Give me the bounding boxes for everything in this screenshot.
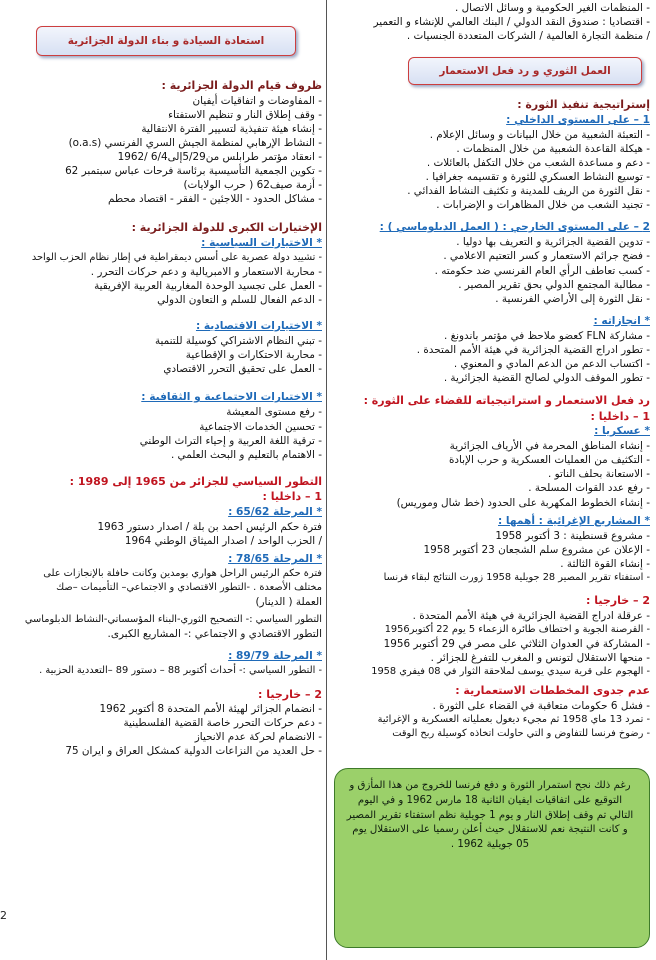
list-item: - كسب تعاطف الرأي العام الفرنسي ضد حكومته . <box>434 264 650 277</box>
subsection-heading: * الاختيارات الاجتماعية و الثقافية : <box>141 391 322 404</box>
subsection-heading: 1 – داخليا : <box>262 490 322 504</box>
list-item: - رضوخ فرنسا للتفاوض و التي حاولت اتخاذه كوسيلة ربح الوقت <box>392 727 650 739</box>
subsection-heading: 1 – داخليا : <box>590 409 650 423</box>
list-item: - تدوين القضية الجزائرية و التعريف بها دوليا . <box>456 236 650 249</box>
list-item: - الاهتمام بالتعليم و البحث العلمي . <box>170 448 322 461</box>
list-item: - مشاكل الحدود - اللاجئين - الفقر - اقتصاد محطم <box>107 193 322 206</box>
list-item: - منحها الاستقلال لتونس و المغرب للتفرغ للجزائر . <box>430 651 650 664</box>
list-item: - القرصنة الجوية و اختطاف طائرة الزعماء 5 يوم 22 أكتوبر1956 <box>384 623 650 635</box>
list-item: - العمل على تحقيق التحرر الاقتصادي <box>163 363 322 376</box>
list-item: - تحسين الخدمات الاجتماعية <box>199 420 322 433</box>
list-item: - نقل الثورة من الريف للمدينة و تكثيف النشاط الفدائي . <box>407 185 650 198</box>
list-item: - تجنيد الشعب من خلال المظاهرات و الإضرابات . <box>436 199 650 212</box>
list-item: - إنشاء الخطوط المكهربة على الحدود (خط شال وموريس) <box>396 496 650 509</box>
column-divider <box>326 0 327 960</box>
list-item: - اكتساب الدعم من الدعم المادي و المعنوي . <box>453 358 650 370</box>
list-item: - هيكلة القاعدة الشعبية من خلال المنظمات . <box>456 142 650 155</box>
list-item: - الهجوم على قرية سيدي يوسف لملاحقة الثوار في 08 فيفري 1958 <box>371 665 650 677</box>
subsection-heading: 2 – على المستوى الخارجي : ( العمل الدبلوماسي ) : <box>379 221 650 234</box>
list-item: - فضح جرائم الاستعمار و كسر التعتيم الاعلامي . <box>443 250 650 263</box>
list-item: - محاربة الاحتكارات و الإقطاعية <box>185 349 322 362</box>
list-item: / الحزب الواحد / اصدار الميثاق الوطني 1964 <box>124 534 322 547</box>
list-item: - مشاركة FLN كعضو ملاحظ في مؤتمر باندونغ . <box>444 329 650 342</box>
list-item: - استفتاء تقرير المصير 28 جويلية 1958 زورت النتائج لبقاء فرنسا <box>383 571 650 583</box>
section-title-box: استعادة السيادة و بناء الدولة الجزائرية <box>36 26 296 56</box>
list-item: - انضمام الجزائر لهيئة الأمم المتحدة 8 أكتوبر 1962 <box>99 703 322 716</box>
section-heading: الإختيارات الكبرى للدولة الجزائرية : <box>131 221 322 235</box>
list-item: فترة حكم الرئيس الراحل هواري بومدين وكانت حافلة بالإنجازات على <box>43 567 322 579</box>
list-item: - الإعلان عن مشروع سلم الشجعان 23 أكتوبر 1958 <box>423 543 650 556</box>
subsection-heading: * المشاريع الإغرائية : أهمها : <box>498 514 650 527</box>
subsection-heading: * عسكريا : <box>594 425 650 438</box>
list-item: - تبني النظام الاشتراكي كوسيلة للتنمية <box>154 335 322 348</box>
list-item: - التطور السياسي :- أحداث أكتوبر 88 – دستور 89 –التعددية الحزبية . <box>39 665 322 677</box>
list-item: - التكثيف من العمليات العسكرية و حرب الإبادة <box>448 454 650 467</box>
page-number: 2 <box>0 909 7 922</box>
list-item: - وقف إطلاق النار و تنظيم الاستفتاء <box>168 108 322 121</box>
list-item: - تكوين الجمعية التأسيسية برئاسة فرحات عباس سبتمبر 62 <box>65 164 322 177</box>
section-heading: إستراتيجية تنفيذ الثورة : <box>517 98 650 112</box>
list-item: فترة حكم الرئيس احمد بن بلة / اصدار دستور 1963 <box>97 520 322 533</box>
list-item: - مشروع قسنطينة : 3 أكتوبر 1958 <box>495 529 650 542</box>
subsection-heading: * الاختيارات السياسية : <box>201 236 322 249</box>
section-heading: ظروف قيام الدولة الجزائرية : <box>161 79 322 92</box>
list-item: - الانضمام لحركة عدم الانحياز <box>194 731 322 744</box>
list-item: - رفع مستوى المعيشة <box>226 406 322 419</box>
text-line: - المنظمات الغير الحكومية و وسائل الاتصال . <box>454 2 650 14</box>
subsection-heading: * انجازاته : <box>593 314 650 327</box>
list-item: - دعم و مساعدة الشعب من خلال التكفل بالعائلات . <box>426 156 650 169</box>
list-item: - رفع عدد القوات المسلحة . <box>528 482 650 495</box>
section-heading: رد فعل الاستعمار و استراتيجياته للقضاء على الثورة : <box>363 394 650 408</box>
list-item: - مطالبة المجتمع الدولي بحق تقرير المصير . <box>458 278 650 291</box>
list-item: - انعقاد مؤتمر طرابلس من5/29إلى6/4 /1962 <box>117 150 322 163</box>
list-item: العملة ( الدينار) <box>255 596 322 609</box>
list-item: - تطور ادراج القضية الجزائرية في هيئة الأمم المتحدة . <box>416 343 650 356</box>
list-item: - التعبئة الشعبية من خلال البيانات و وسائل الإعلام . <box>429 128 650 141</box>
list-item: - حل العديد من النزاعات الدولية كمشكل العراق و ايران 75 <box>65 745 322 758</box>
list-item: - النشاط الإرهابي لمنظمة الجيش السري الفرنسي (o.a.s) <box>68 136 322 149</box>
list-item: - محاربة الاستعمار و الامبريالية و دعم حركات التحرر . <box>90 265 322 278</box>
list-item: - عرقلة ادراج القضية الجزائرية في هيئة الأمم المتحدة . <box>412 609 650 622</box>
list-item: - الاستعانة بحلف الناتو . <box>548 468 650 481</box>
subsection-heading: * المرحلة 65/62 : <box>228 505 322 518</box>
subsection-heading: * المرحلة 78/65 : <box>228 552 322 565</box>
list-item: - تشييد دولة عصرية على أسس ديمقراطية في إطار نظام الحزب الواحد <box>31 251 322 263</box>
list-item: - تطور الموقف الدولي لصالح القضية الجزائرية . <box>443 372 650 385</box>
list-item: التطور السياسي :- التصحيح الثوري-البناء المؤسساتي-النشاط الدبلوماسي <box>24 614 322 626</box>
list-item: - إنشاء القوة الثالثة . <box>560 557 650 570</box>
section-heading: عدم جدوى المخططات الاستعمارية : <box>455 684 650 697</box>
list-item: - أزمة صيف62 ( حرب الولايات) <box>183 179 322 192</box>
subsection-heading: 2 – خارجيا : <box>586 594 650 608</box>
list-item: التطور الاقتصادي و الاجتماعي :- المشاريع الكبرى. <box>107 628 322 641</box>
text-line: / منظمة التجارة العالمية / الشركات المتعددة الجنسيات . <box>406 30 650 43</box>
list-item: - ترقية اللغة العربية و إحياء التراث الوطني <box>139 434 322 447</box>
subsection-heading: * المرحلة 89/79 : <box>228 650 322 663</box>
list-item: - إنشاء المناطق المحرمة في الأرياف الجزائرية <box>449 440 650 453</box>
list-item: - الدعم الفعال للسلم و التعاون الدولي <box>157 294 322 307</box>
list-item: - المشاركة في العدوان الثلاثي على مصر في 29 أكتوبر 1956 <box>383 637 650 650</box>
list-item: - إنشاء هيئة تنفيذية لتسيير الفترة الانتقالية <box>141 122 322 135</box>
list-item: مختلف الأصعدة . -التطور الاقتصادي و الاجتماعي– التأميمات –صك <box>56 582 322 594</box>
right-column <box>334 0 650 741</box>
subsection-heading: 1 – على المستوى الداخلي : <box>506 113 650 126</box>
list-item: - نقل الثورة إلى الأراضي الفرنسية . <box>495 292 650 305</box>
subsection-heading: 2 – خارجيا : <box>258 687 322 701</box>
text-line: - اقتصاديا : صندوق النقد الدولي / البنك العالمي للإنشاء و التعمير <box>373 16 650 29</box>
list-item: - العمل على تجسيد الوحدة المغاربية العربية الإفريقية <box>94 279 322 292</box>
section-title-box: العمل الثوري و رد فعل الاستعمار <box>408 57 642 85</box>
section-heading: التطور السياسي للجزائر من 1965 إلى 1989 : <box>69 474 322 488</box>
list-item: - تمرد 13 ماي 1958 ثم مجيء ديغول بعملياته العسكرية و الإغرائية <box>377 713 650 725</box>
list-item: - المفاوضات و اتفاقيات أيفيان <box>192 94 322 107</box>
list-item: - توسيع النشاط العسكري للثورة و تقسيمه جغرافيا . <box>425 171 650 184</box>
subsection-heading: * الاختيارات الاقتصادية : <box>195 320 322 333</box>
left-column <box>4 0 322 758</box>
conclusion-box: رغم ذلك نجح استمرار الثورة و دفع فرنسا للخروج من هذا المأزق و التوقيع على اتفاقيات ايفيان الثانية 18 مارس 1962 و في اليوم التالي تم وقف إطلاق النار و يوم 1 جويلية نظم استفتاء تقرير المصير و كانت النتيجة نعم للاستقلال حيث أعلن رسميا على الاستقلال يوم 05 جويلية 1962 . <box>334 768 650 948</box>
list-item: - فشل 6 حكومات متعاقبة في القضاء على الثورة . <box>432 699 650 712</box>
list-item: - دعم حركات التحرر خاصة القضية الفلسطينية <box>123 717 322 730</box>
